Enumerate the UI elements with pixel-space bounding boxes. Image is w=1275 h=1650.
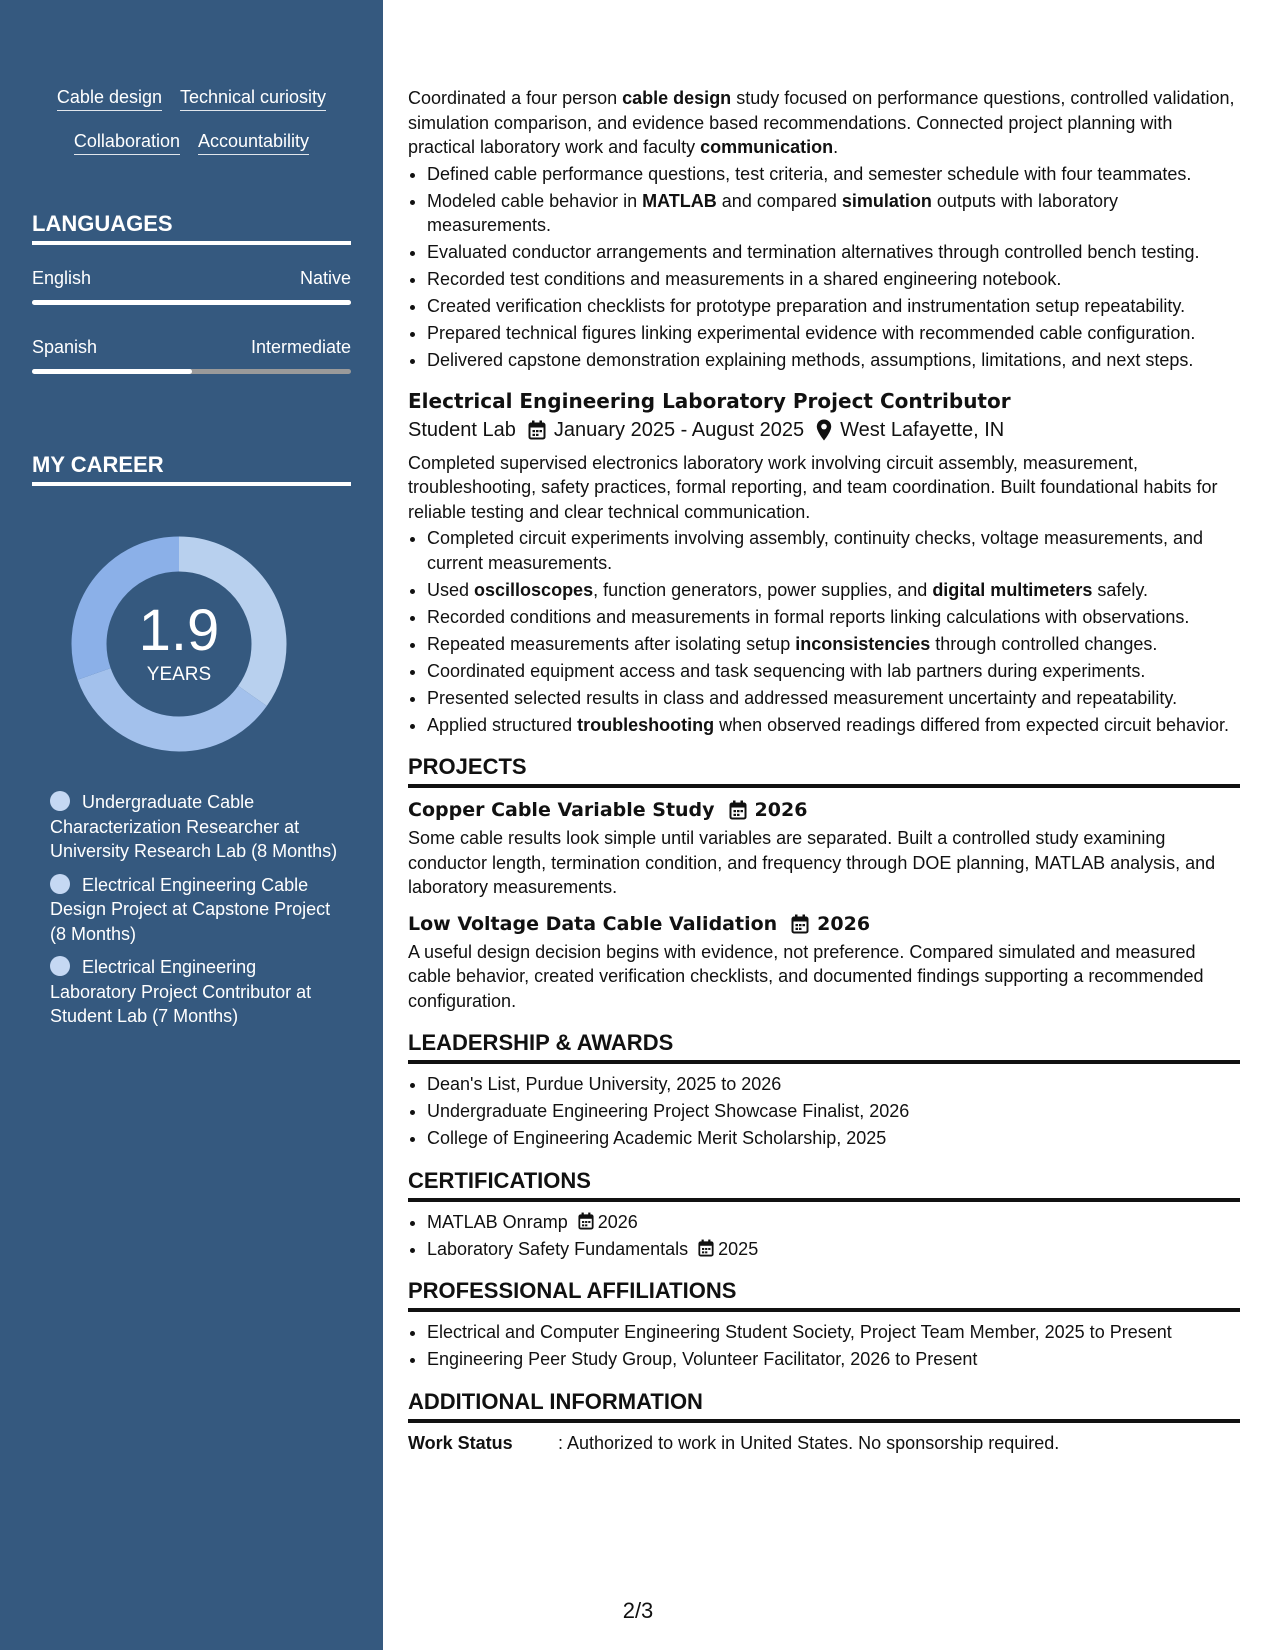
certifications-heading: CERTIFICATIONS — [408, 1167, 1240, 1202]
skill-tag: Collaboration — [74, 130, 180, 155]
bullet-item: • Applied structured troubleshooting when observed readings differed from expected circuit behavior. — [427, 713, 1240, 738]
skills-list — [0, 86, 383, 174]
bullet-item: • Evaluated conductor arrangements and termination alternatives through controlled bench testing. — [427, 240, 1240, 265]
experience-bullets — [408, 162, 1240, 373]
career-heading: MY CAREER — [32, 452, 351, 486]
language-proficiency-bar — [32, 300, 351, 305]
experience-summary: Coordinated a four person cable design study focused on performance questions, controlled validation, simulation comparison, and evidence based recommendations. Connected project planning with practical laboratory work and faculty communication. — [408, 88, 1235, 157]
career-list — [50, 790, 340, 1038]
affiliations-heading: PROFESSIONAL AFFILIATIONS — [408, 1277, 1240, 1312]
bullet-item: • Modeled cable behavior in MATLAB and compared simulation outputs with laboratory measurements. — [427, 189, 1240, 238]
language-row — [32, 268, 351, 289]
certification-item: • MATLAB Onramp 2026 — [427, 1210, 1240, 1235]
bullet-item: • Engineering Peer Study Group, Volunteer Facilitator, 2026 to Present — [427, 1347, 1240, 1372]
job-title: Electrical Engineering Laboratory Project Contributor — [408, 388, 1011, 413]
language-row — [32, 337, 351, 358]
bullet-item: • Created verification checklists for prototype preparation and instrumentation setup repeatability. — [427, 294, 1240, 319]
bullet-item: • Presented selected results in class and addressed measurement uncertainty and repeatability. — [427, 686, 1240, 711]
language-level: Intermediate — [250, 337, 351, 357]
affiliations-list — [408, 1320, 1240, 1372]
calendar-icon — [528, 420, 546, 440]
language-proficiency-bar — [32, 369, 351, 374]
bullet-dot-icon — [50, 956, 70, 976]
project-description: Some cable results look simple until variables are separated. Built a controlled study examining conductor length, termination condition, and frequency through DOE planning, MATLAB analysis, and laboratory measurements. — [408, 828, 1216, 897]
calendar-icon — [791, 914, 809, 934]
language-proficiency-fill — [32, 300, 351, 305]
bullet-item: • Delivered capstone demonstration explaining methods, assumptions, limitations, and next steps. — [427, 348, 1240, 373]
bullet-dot-icon — [50, 874, 70, 894]
skill-tag: Technical curiosity — [180, 86, 326, 111]
project-title: Low Voltage Data Cable Validation — [408, 912, 778, 935]
skill-tag: Cable design — [57, 86, 162, 111]
certification-item: • Laboratory Safety Fundamentals 2025 — [427, 1237, 1240, 1262]
calendar-icon — [729, 800, 747, 820]
calendar-icon — [698, 1239, 714, 1257]
career-item: Undergraduate Cable Characterization Researcher at University Research Lab (8 Months) — [50, 792, 338, 861]
job-dates: January 2025 - August 2025 — [553, 418, 805, 441]
certifications-list — [408, 1210, 1240, 1262]
project-year: 2026 — [817, 912, 871, 935]
project-item — [408, 910, 1240, 1014]
projects-heading: PROJECTS — [408, 753, 1240, 788]
language-proficiency-fill — [32, 369, 192, 374]
certification-year: 2025 — [718, 1238, 759, 1259]
bullet-item: • Used oscilloscopes, function generators, power supplies, and digital multimeters safely. — [427, 578, 1240, 603]
project-year: 2026 — [754, 799, 808, 821]
skill-row — [0, 130, 383, 155]
job-summary: Completed supervised electronics laboratory work involving circuit assembly, measurement, troubleshooting, safety practices, formal reporting, and team coordination. Built foundational habits for reliable testing and clear technical communication. — [408, 452, 1218, 522]
bullet-item: • Prepared technical figures linking experimental evidence with recommended cable configuration. — [427, 321, 1240, 346]
bullet-item: • Dean's List, Purdue University, 2025 to 2026 — [427, 1072, 1240, 1097]
career-years-unit: YEARS — [146, 664, 212, 685]
job-bullets — [408, 526, 1240, 737]
bullet-dot-icon — [50, 791, 70, 811]
bullet-item: • Undergraduate Engineering Project Showcase Finalist, 2026 — [427, 1099, 1240, 1124]
bullet-item: • Electrical and Computer Engineering Student Society, Project Team Member, 2025 to Present — [427, 1320, 1240, 1345]
job-company: Student Lab — [408, 418, 516, 441]
languages-heading: LANGUAGES — [32, 211, 351, 245]
project-item — [408, 796, 1240, 900]
language-name: Spanish — [32, 337, 98, 357]
language-level: Native — [299, 268, 351, 288]
main-content — [408, 86, 1240, 1455]
bullet-item: • Completed circuit experiments involving assembly, continuity checks, voltage measurements, and current measurements. — [427, 526, 1240, 575]
skill-tag: Accountability — [198, 130, 309, 155]
calendar-icon — [578, 1212, 594, 1230]
project-description: A useful design decision begins with evidence, not preference. Compared simulated and measured cable behavior, created verification checklists, and documented findings supporting a recommended configuration. — [408, 941, 1204, 1011]
bullet-item: • Coordinated equipment access and task sequencing with lab partners during experiments. — [427, 659, 1240, 684]
location-pin-icon — [816, 419, 832, 441]
career-item: Electrical Engineering Cable Design Project at Capstone Project (8 Months) — [50, 874, 331, 944]
certification-year: 2026 — [597, 1211, 638, 1232]
additional-info-heading: ADDITIONAL INFORMATION — [408, 1388, 1240, 1423]
page-number: 2/3 — [622, 1598, 654, 1623]
bullet-item: • Repeated measurements after isolating setup inconsistencies through controlled changes. — [427, 632, 1240, 657]
work-status-value: : Authorized to work in United States. No sponsorship required. — [558, 1432, 1060, 1453]
job-location: West Lafayette, IN — [840, 418, 1005, 441]
bullet-item: • Defined cable performance questions, test criteria, and semester schedule with four teammates. — [427, 162, 1240, 187]
language-name: English — [32, 268, 92, 288]
bullet-item: • College of Engineering Academic Merit Scholarship, 2025 — [427, 1126, 1240, 1151]
sidebar — [0, 0, 383, 1650]
leadership-heading: LEADERSHIP & AWARDS — [408, 1029, 1240, 1064]
skill-row — [0, 86, 383, 111]
leadership-list — [408, 1072, 1240, 1151]
project-title: Copper Cable Variable Study — [408, 799, 715, 821]
job-meta — [408, 415, 1240, 445]
career-years-value: 1.9 — [138, 598, 220, 663]
work-status-label: Work Status — [408, 1432, 513, 1453]
bullet-item: • Recorded test conditions and measurements in a shared engineering notebook. — [427, 267, 1240, 292]
bullet-item: • Recorded conditions and measurements in formal reports linking calculations with observations. — [427, 605, 1240, 630]
work-status-row — [408, 1431, 1240, 1455]
career-item: Electrical Engineering Laboratory Project Contributor at Student Lab (7 Months) — [50, 957, 312, 1026]
